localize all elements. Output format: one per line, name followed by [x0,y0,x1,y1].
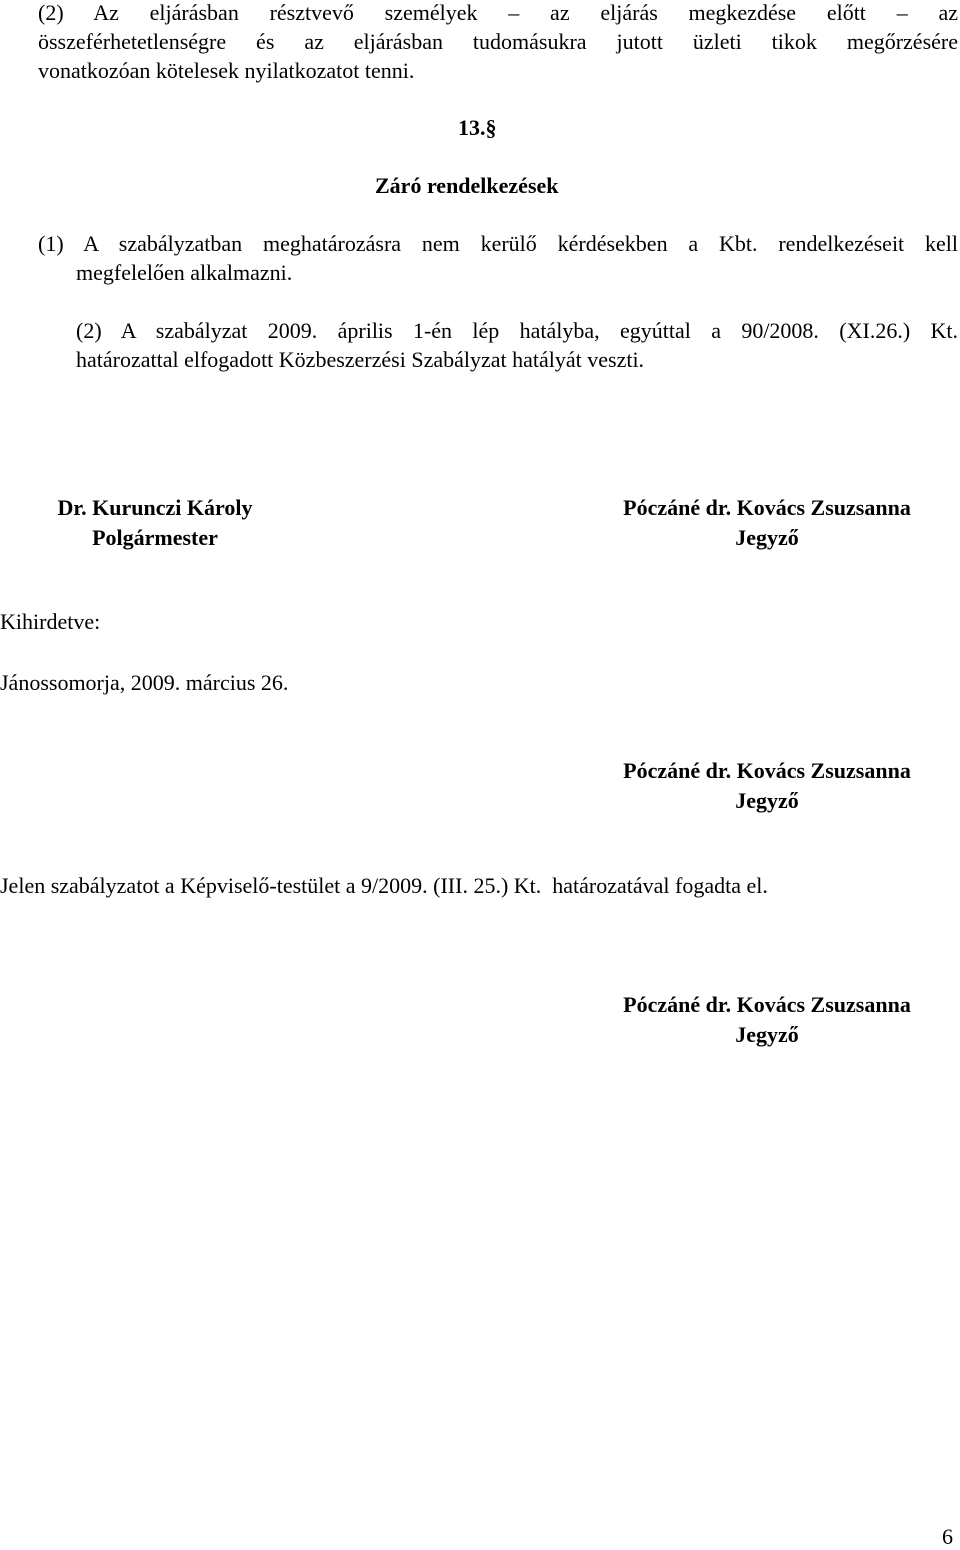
adoption-note: Jelen szabályzatot a Képviselő-testület a 9/2009. (III. 25.) Kt. határozatával fogadta el. [0,873,768,898]
clerk-signature-2 [592,756,942,816]
section-number-text: 13. [458,115,486,140]
announcement-label: Kihirdetve: [0,609,101,634]
clerk-name-3: Póczáné dr. Kovács Zsuzsanna [623,992,911,1017]
clerk-title: Jegyző [735,525,799,550]
mayor-title: Polgármester [92,525,218,550]
intro-line-3: vonatkozóan kötelesek nyilatkozatot tenni. [38,58,415,83]
intro-line-2: összeférhetetlenségre és az eljárásban tudomásukra jutott üzleti tikok megőrzésére [38,29,958,54]
section-symbol: § [485,115,497,140]
mayor-name: Dr. Kurunczi Károly [57,495,253,520]
clerk-signature [592,493,942,553]
clerk-title-2: Jegyző [735,788,799,813]
section-number [458,115,497,141]
clerk-name-2: Póczáné dr. Kovács Zsuzsanna [623,758,911,783]
clerk-signature-3 [592,990,942,1050]
para1-line-1: (1) A szabályzatban meghatározásra nem kerülő kérdésekben a Kbt. rendelkezéseit kell [38,231,958,256]
para1-line-2: megfelelően alkalmazni. [76,260,293,285]
announcement-place-date: Jánossomorja, 2009. március 26. [0,670,289,695]
para2-line-2: határozattal elfogadott Közbeszerzési Szabályzat hatályát veszti. [76,347,645,372]
section-title: Záró rendelkezések [375,173,559,198]
page-number: 6 [942,1524,953,1549]
intro-line-1: (2) Az eljárásban résztvevő személyek – az eljárás megkezdése előtt – az [38,0,958,25]
clerk-title-3: Jegyző [735,1022,799,1047]
clerk-name: Póczáné dr. Kovács Zsuzsanna [623,495,911,520]
para2-line-1: (2) A szabályzat 2009. április 1-én lép hatályba, egyúttal a 90/2008. (XI.26.) Kt. [76,318,958,343]
mayor-signature [20,493,290,553]
